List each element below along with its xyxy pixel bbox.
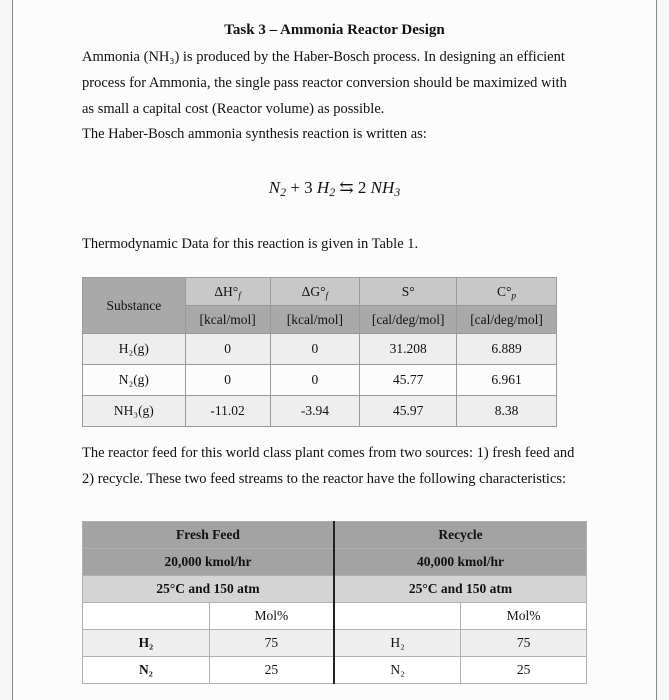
page-right-edge bbox=[656, 0, 657, 700]
table-row bbox=[83, 396, 557, 427]
cell-substance: N₂(g) bbox=[83, 365, 186, 396]
eq-h2: H bbox=[316, 178, 330, 197]
intro-line-1: Ammonia (NH₃) is produced by the Haber-Bosch process. In designing an efficient bbox=[82, 49, 565, 65]
th-dh: $\Delta H^\circ_f$ bbox=[185, 278, 270, 306]
eq-nh3-coef: 2 bbox=[357, 178, 367, 197]
table-row bbox=[83, 630, 587, 657]
th-dh-unit: [kcal/mol] bbox=[185, 306, 270, 334]
recycle-mol-label: Mol% bbox=[461, 603, 587, 630]
recycle-blank-cell bbox=[334, 603, 461, 630]
feed-intro-line-1: The reactor feed for this world class plant comes from two sources: 1) fresh feed and bbox=[82, 445, 575, 461]
thermo-table bbox=[82, 277, 557, 427]
eq-n2: N bbox=[268, 178, 281, 197]
fresh-feed-conditions: 25°C and 150 atm bbox=[83, 576, 334, 603]
fresh-mol-value: 25 bbox=[209, 657, 334, 684]
th-s: S° bbox=[360, 278, 457, 306]
cell-substance: NH₃(g) bbox=[83, 396, 186, 427]
table-row bbox=[83, 365, 557, 396]
cell-cp: 6.889 bbox=[457, 334, 557, 365]
th-cp: $C^\circ_p$ bbox=[457, 278, 557, 306]
fresh-mol-value: 75 bbox=[209, 630, 334, 657]
cell-substance: H₂(g) bbox=[83, 334, 186, 365]
recycle-mol-value: 25 bbox=[461, 657, 587, 684]
page-left-edge bbox=[12, 0, 13, 700]
eq-nh3: NH bbox=[370, 178, 395, 197]
intro-line-2: process for Ammonia, the single pass reactor conversion should be maximized with bbox=[82, 75, 567, 91]
fresh-feed-title: Fresh Feed bbox=[83, 522, 334, 549]
eq-h2-sub: 2 bbox=[329, 184, 336, 199]
fresh-component: H₂ bbox=[83, 630, 210, 657]
table-row bbox=[83, 334, 557, 365]
fresh-mol-label: Mol% bbox=[209, 603, 334, 630]
cell-dg: 0 bbox=[270, 365, 360, 396]
fresh-feed-rate: 20,000 kmol/hr bbox=[83, 549, 334, 576]
reaction-equation bbox=[0, 178, 669, 198]
eq-nh3-sub: 3 bbox=[394, 184, 401, 199]
recycle-component: N₂ bbox=[334, 657, 461, 684]
cell-cp: 8.38 bbox=[457, 396, 557, 427]
th-s-unit: [cal/deg/mol] bbox=[360, 306, 457, 334]
eq-plus: + bbox=[290, 178, 300, 197]
recycle-component: H₂ bbox=[334, 630, 461, 657]
th-substance: Substance bbox=[83, 278, 186, 334]
feed-intro-line-2: 2) recycle. These two feed streams to the reactor have the following characteristics: bbox=[82, 471, 567, 487]
eq-n2-sub: 2 bbox=[280, 184, 287, 199]
thermo-intro: Thermodynamic Data for this reaction is given in Table 1. bbox=[82, 236, 419, 252]
cell-dg: -3.94 bbox=[270, 396, 360, 427]
intro-line-4: The Haber-Bosch ammonia synthesis reaction is written as: bbox=[82, 126, 427, 142]
recycle-rate: 40,000 kmol/hr bbox=[334, 549, 587, 576]
cell-cp: 6.961 bbox=[457, 365, 557, 396]
cell-dg: 0 bbox=[270, 334, 360, 365]
recycle-conditions: 25°C and 150 atm bbox=[334, 576, 587, 603]
task-title: Task 3 – Ammonia Reactor Design bbox=[224, 22, 445, 38]
feed-table bbox=[82, 521, 587, 684]
cell-s: 45.97 bbox=[360, 396, 457, 427]
th-cp-unit: [cal/deg/mol] bbox=[457, 306, 557, 334]
intro-line-3: as small a capital cost (Reactor volume) as possible. bbox=[82, 101, 385, 117]
table-row bbox=[83, 657, 587, 684]
cell-dh: 0 bbox=[185, 365, 270, 396]
eq-h2-coef: 3 bbox=[304, 178, 313, 197]
fresh-blank-cell bbox=[83, 603, 210, 630]
th-dg: $\Delta G^\circ_f$ bbox=[270, 278, 360, 306]
recycle-title: Recycle bbox=[334, 522, 587, 549]
fresh-component: N₂ bbox=[83, 657, 210, 684]
eq-arrow: ⇆ bbox=[339, 178, 354, 197]
cell-dh: 0 bbox=[185, 334, 270, 365]
cell-s: 31.208 bbox=[360, 334, 457, 365]
cell-s: 45.77 bbox=[360, 365, 457, 396]
th-dg-unit: [kcal/mol] bbox=[270, 306, 360, 334]
cell-dh: -11.02 bbox=[185, 396, 270, 427]
recycle-mol-value: 75 bbox=[461, 630, 587, 657]
